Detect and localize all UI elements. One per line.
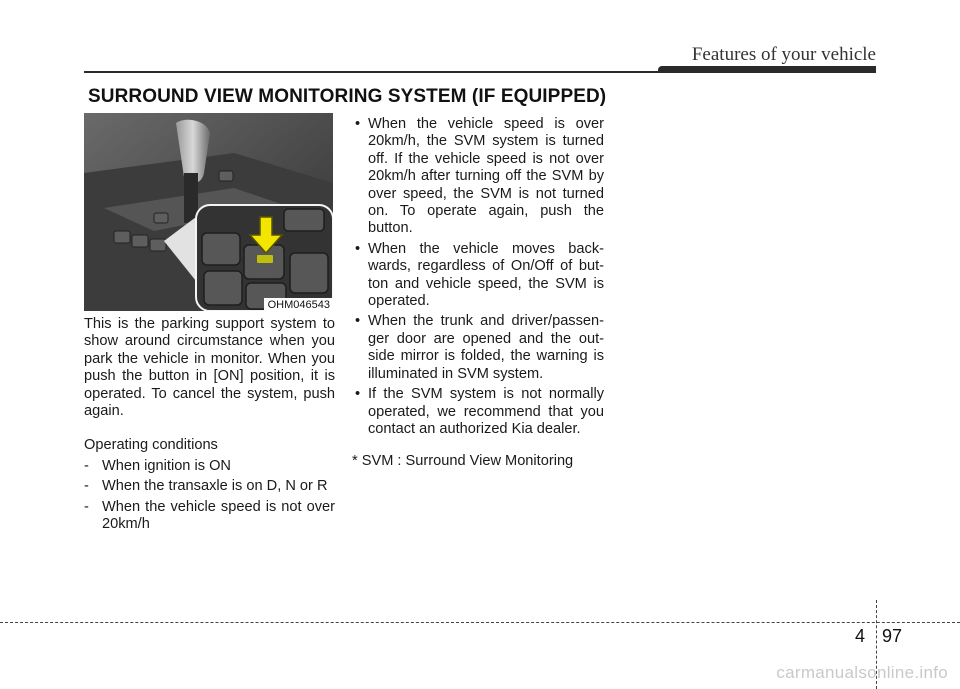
- conditions-list: [84, 458, 335, 534]
- figure-code: OHM046543: [264, 298, 333, 311]
- header-section-label: Features of your vehicle: [691, 44, 876, 65]
- list-item: • When the trunk and driver/passen-ger door are opened and the out-side mirror is folded, the warning is illuminated in SVM system.: [352, 313, 604, 383]
- list-item: • When the vehicle speed is over 20km/h, the SVM system is turned off. If the vehicle speed is not over 20km/h after turning off the SVM by over speed, the SVM is not turned on. To operate again, push the button.: [352, 116, 604, 238]
- conditions-heading: Operating conditions: [84, 437, 218, 454]
- right-column: [352, 116, 604, 471]
- svm-button-photo: [84, 113, 333, 311]
- bullet-list: [352, 116, 604, 438]
- page-number: 97: [882, 626, 903, 646]
- watermark: carmanualsonline.info: [776, 663, 948, 682]
- list-item: • If the SVM system is not normally operated, we recommend that you contact an authorized Kia dealer.: [352, 386, 604, 438]
- footer-rule: [0, 622, 960, 623]
- list-item: - When the vehicle speed is not over 20km/h: [84, 499, 335, 534]
- list-item: - When ignition is ON: [84, 458, 335, 475]
- list-item: • When the vehicle moves back-wards, regardless of On/Off of but-ton and vehicle speed, the SVM is operated.: [352, 241, 604, 311]
- page-title: SURROUND VIEW MONITORING SYSTEM (IF EQUIPPED): [88, 86, 607, 107]
- header-rule: [84, 71, 874, 73]
- left-column: [84, 316, 335, 536]
- console-illustration: [84, 113, 333, 311]
- list-item: - When the transaxle is on D, N or R: [84, 478, 335, 495]
- footnote: * SVM : Surround View Monitoring: [352, 453, 574, 470]
- chapter-number: 4: [855, 626, 866, 646]
- intro-paragraph: This is the parking support system to show around circumstance when you park the vehicle in monitor. When you push the button in [ON] position, it is operated. To cancel the system, push again.: [84, 316, 335, 420]
